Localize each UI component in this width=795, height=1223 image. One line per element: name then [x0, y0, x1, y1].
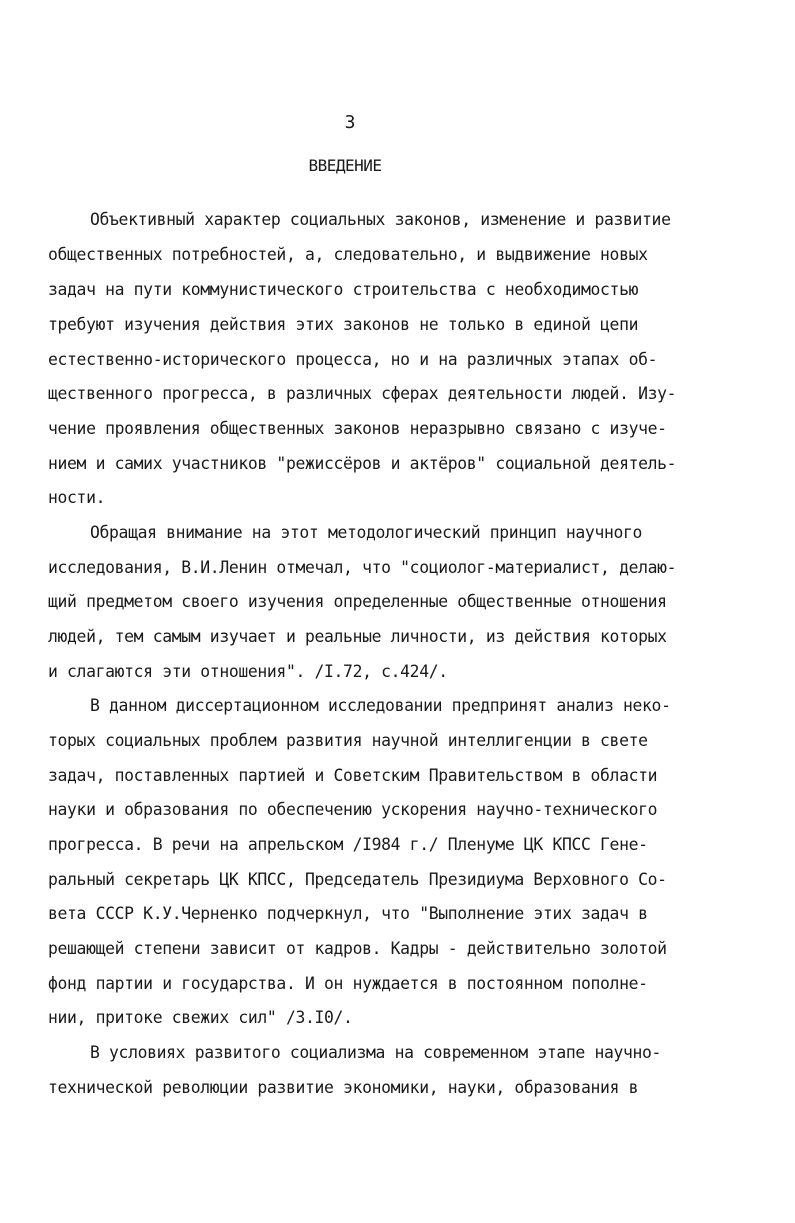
section-heading: ВВЕДЕНИЕ — [308, 156, 382, 175]
text-line: требуют изучения действия этих законов не только в единой цепи — [48, 315, 639, 334]
text-line: чение проявления общественных законов неразрывно связано с изуче- — [48, 419, 667, 438]
text-line: ности. — [48, 488, 106, 507]
text-line: Объективный характер социальных законов, изменение и развитие — [90, 210, 671, 229]
text-line: ральный секретарь ЦК КПСС, Председатель Президиума Верховного Со- — [48, 870, 667, 889]
text-line: торых социальных проблем развития научной интеллигенции в свете — [48, 731, 648, 750]
text-line: фонд партии и государства. И он нуждается в постоянном пополне- — [48, 974, 648, 993]
text-line: решающей степени зависит от кадров. Кадры - действительно золотой — [48, 939, 667, 958]
text-line: вета СССР К.У.Черненко подчеркнул, что "Выполнение этих задач в — [48, 904, 648, 923]
text-line: задач, поставленных партией и Советским Правительством в области — [48, 766, 658, 785]
text-line: исследования, В.И.Ленин отмечал, что "социолог-материалист, делаю- — [48, 558, 677, 577]
text-line: общественных потребностей, а, следовательно, и выдвижение новых — [48, 245, 648, 264]
text-line: щий предметом своего изучения определенные общественные отношения — [48, 592, 667, 611]
text-line: В условиях развитого социализма на современном этапе научно- — [90, 1043, 662, 1062]
text-line: задач на пути коммунистического строительства с необходимостью — [48, 280, 639, 299]
text-line: Обращая внимание на этот методологический принцип научного — [90, 523, 643, 542]
text-line: нии, притоке свежих сил" /3.I0/. — [48, 1008, 353, 1027]
text-line: науки и образования по обеспечению ускорения научно-технического — [48, 800, 658, 819]
text-line: прогресса. В речи на апрельском /I984 г./ Пленуме ЦК КПСС Гене- — [48, 835, 648, 854]
text-line: нием и самих участников "режиссёров и актёров" социальной деятель- — [48, 454, 677, 473]
text-line: технической революции развитие экономики, науки, образования в — [48, 1078, 639, 1097]
text-line: В данном диссертационном исследовании предпринят анализ неко- — [90, 696, 671, 715]
text-line: и слагаются эти отношения". /I.72, с.424/. — [48, 662, 448, 681]
text-line: щественного прогресса, в различных сферах деятельности людей. Изу- — [48, 384, 677, 403]
page-number: 3 — [344, 112, 356, 133]
text-line: естественно-исторического процесса, но и на различных этапах об- — [48, 350, 658, 369]
text-line: людей, тем самым изучает и реальные личности, из действия которых — [48, 627, 667, 646]
